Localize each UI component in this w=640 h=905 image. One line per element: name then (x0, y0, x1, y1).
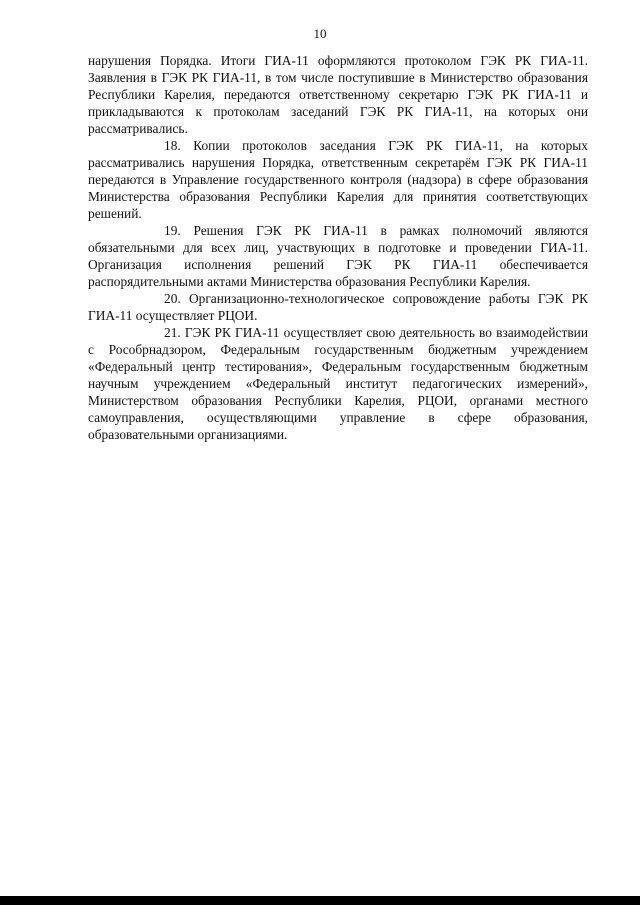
scan-edge-bar (0, 896, 640, 905)
paragraph-20 (88, 290, 588, 324)
paragraph-text: Решения ГЭК РК ГИА-11 в рамках полномочий являются обязательными для всех лиц, участвующих в подготовке и проведении ГИА-11. Организация исполнения решений ГЭК РК ГИА-11 обеспечивается распорядительными актами Министерства образования Республики Карелия. (88, 223, 588, 289)
paragraph-number: 19. (164, 223, 181, 238)
paragraph-number: 20. (164, 291, 181, 306)
paragraph-text: нарушения Порядка. Итоги ГИА-11 оформляются протоколом ГЭК РК ГИА-11. Заявления в ГЭК РК ГИА-11, в том числе поступившие в Министерство образования Республики Карелия, передаются ответственному секретарю ГЭК РК ГИА-11 и прикладываются к протоколам заседаний ГЭК РК ГИА-11, на которых они рассматривались. (88, 53, 588, 136)
page-number: 10 (313, 26, 327, 41)
paragraph-number: 18. (164, 138, 181, 153)
document-body (88, 52, 588, 443)
paragraph-continuation (88, 52, 588, 137)
paragraph-21 (88, 324, 588, 443)
paragraph-18 (88, 137, 588, 222)
paragraph-19 (88, 222, 588, 290)
paragraph-text: ГЭК РК ГИА-11 осуществляет свою деятельность во взаимодействии с Рособрнадзором, Федеральным государственным бюджетным учреждением «Федеральный центр тестирования», Федеральным государственным бюджетным научным учреждением «Федеральный институт педагогических измерений», Министерством образования Республики Карелия, РЦОИ, органами местного самоуправления, осуществляющими управление в сфере образования, образовательными организациями. (88, 325, 588, 442)
paragraph-text: Организационно-технологическое сопровождение работы ГЭК РК ГИА-11 осуществляет РЦОИ. (88, 291, 588, 323)
paragraph-number: 21. (164, 325, 181, 340)
paragraph-text: Копии протоколов заседания ГЭК РК ГИА-11, на которых рассматривались нарушения Порядка, ответственным секретарём ГЭК РК ГИА-11 передаются в Управление государственного контроля (надзора) в сфере образования Министерства образования Республики Карелия для принятия соответствующих решений. (88, 138, 588, 221)
